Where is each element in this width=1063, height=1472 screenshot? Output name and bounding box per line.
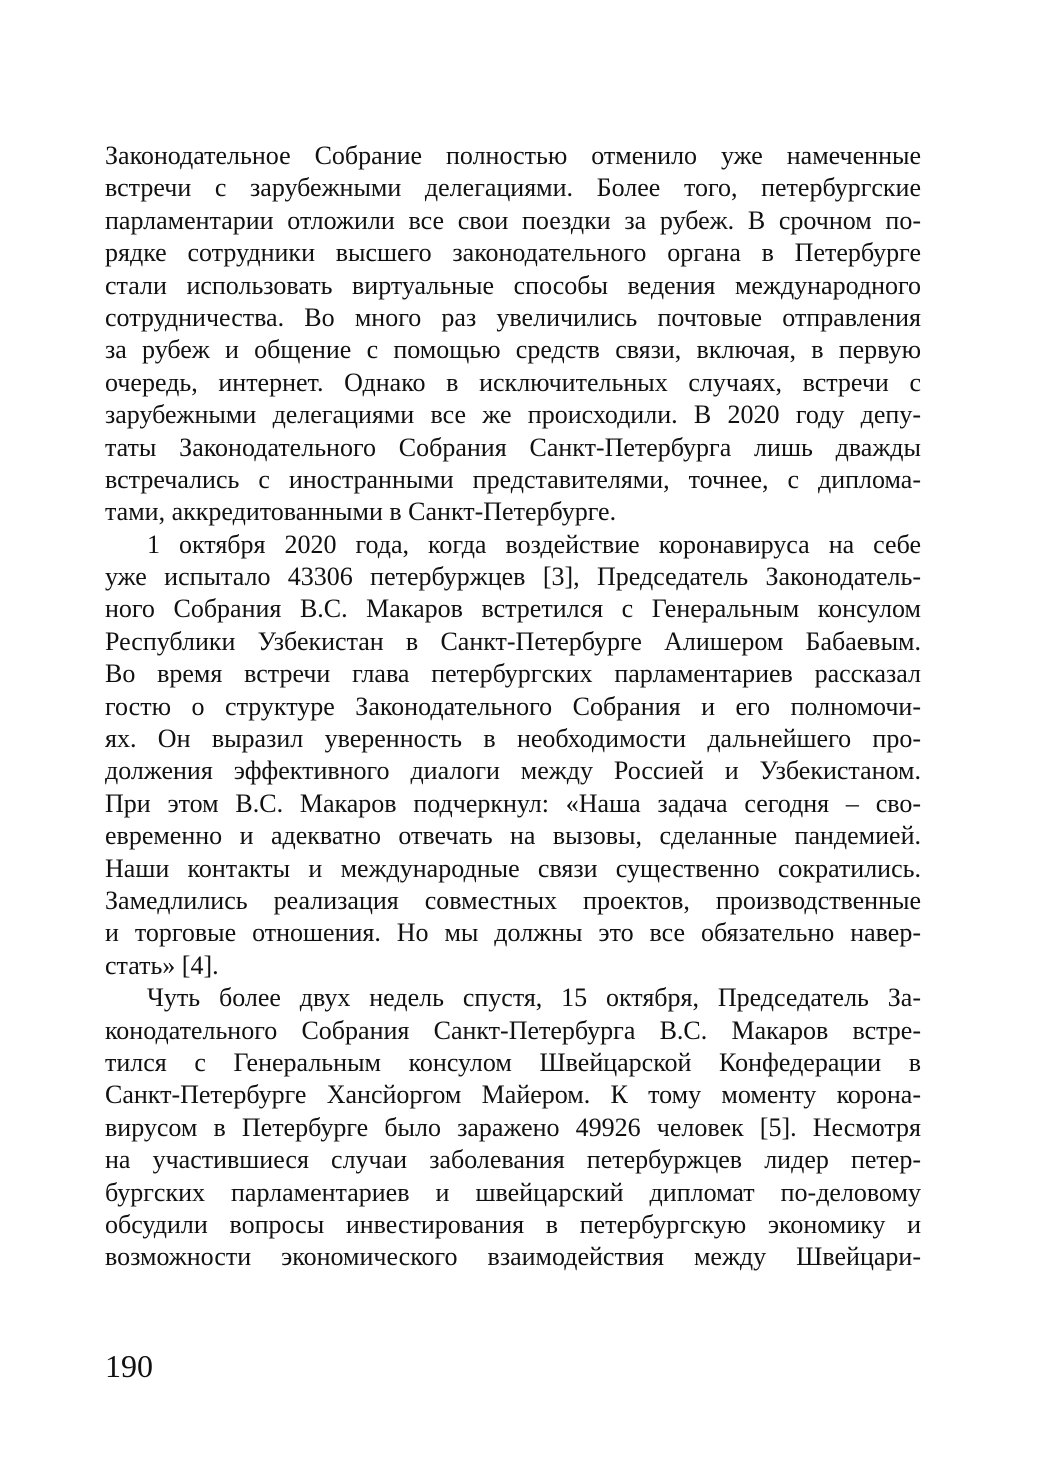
text-line: При этом В.С. Макаров подчеркнул: «Наша задача сегодня – сво-	[105, 788, 921, 818]
text-line: Во время встречи глава петербургских парламентариев рассказал	[105, 659, 921, 689]
text-line: вирусом в Петербурге было заражено 49926 человек [5]. Несмотря	[105, 1112, 921, 1142]
text-line: встречи с зарубежными делегациями. Более того, петербургские	[105, 173, 921, 203]
text-line: Санкт-Петербурге Хансйоргом Майером. К тому моменту корона-	[105, 1080, 921, 1110]
text-line: бургских парламентариев и швейцарский дипломат по-деловому	[105, 1177, 921, 1207]
text-line: тился с Генеральным консулом Швейцарской Конфедерации в	[105, 1047, 921, 1077]
text-line: за рубеж и общение с помощью средств связи, включая, в первую	[105, 335, 921, 365]
text-line: рядке сотрудники высшего законодательного органа в Петербурге	[105, 238, 921, 268]
body-text	[105, 140, 921, 1274]
paragraph	[105, 140, 921, 529]
text-line: стали использовать виртуальные способы ведения международного	[105, 270, 921, 300]
text-line: обсудили вопросы инвестирования в петербургскую экономику и	[105, 1209, 921, 1239]
text-line: стать» [4].	[105, 950, 219, 980]
text-line: должения эффективного диалоги между Россией и Узбекистаном.	[105, 756, 921, 786]
text-line: зарубежными делегациями все же происходили. В 2020 году депу-	[105, 400, 921, 430]
text-line: Наши контакты и международные связи существенно сократились.	[105, 853, 921, 883]
text-line: возможности экономического взаимодействия между Швейцари-	[105, 1242, 921, 1272]
text-line: очередь, интернет. Однако в исключительных случаях, встречи с	[105, 367, 921, 397]
text-line: уже испытало 43306 петербуржцев [3], Председатель Законодатель-	[105, 562, 921, 592]
text-line: и торговые отношения. Но мы должны это все обязательно навер-	[105, 918, 921, 948]
paragraph	[105, 529, 921, 982]
text-line: на участившиеся случаи заболевания петербуржцев лидер петер-	[105, 1145, 921, 1175]
text-line: тами, аккредитованными в Санкт-Петербурге.	[105, 497, 617, 527]
text-line: Законодательное Собрание полностью отменило уже намеченные	[105, 141, 921, 170]
text-line: Республики Узбекистан в Санкт-Петербурге Алишером Бабаевым.	[105, 626, 921, 656]
text-line: Чуть более двух недель спустя, 15 октября, Председатель За-	[147, 983, 921, 1013]
text-line: таты Законодательного Собрания Санкт-Петербурга лишь дважды	[105, 432, 921, 462]
text-line: сотрудничества. Во много раз увеличились почтовые отправления	[105, 302, 921, 332]
paragraph	[105, 982, 921, 1274]
text-line: конодательного Собрания Санкт-Петербурга В.С. Макаров встре-	[105, 1015, 921, 1045]
text-line: парламентарии отложили все свои поездки за рубеж. В срочном по-	[105, 205, 921, 235]
text-line: Замедлились реализация совместных проектов, производственные	[105, 885, 921, 915]
text-line: встречались с иностранными представителями, точнее, с диплома-	[105, 464, 921, 494]
page-number: 190	[105, 1348, 153, 1384]
text-line: гостю о структуре Законодательного Собрания и его полномочи-	[105, 691, 921, 721]
text-line: ного Собрания В.С. Макаров встретился с Генеральным консулом	[105, 594, 921, 624]
text-line: 1 октября 2020 года, когда воздействие коронавируса на себе	[147, 529, 921, 559]
text-line: евременно и адекватно отвечать на вызовы, сделанные пандемией.	[105, 821, 921, 851]
text-line: ях. Он выразил уверенность в необходимости дальнейшего про-	[105, 724, 921, 754]
